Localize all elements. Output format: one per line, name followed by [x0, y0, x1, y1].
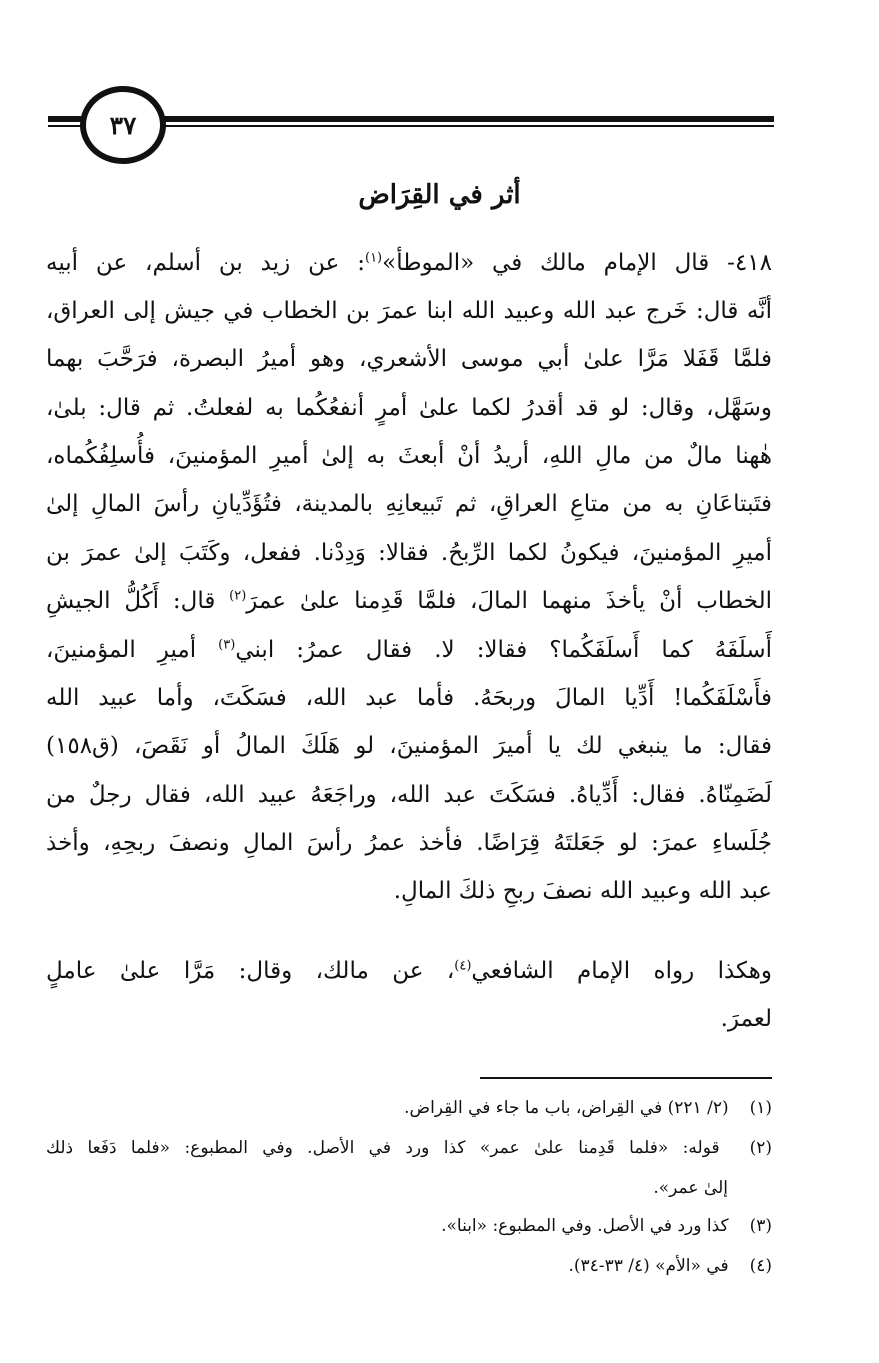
footnote: [46, 1216, 772, 1236]
body-line: [46, 250, 772, 276]
footnote-number: (٤): [749, 1256, 772, 1276]
body-line: [46, 685, 772, 711]
body-line: [46, 637, 772, 663]
body-line-text: فلمَّا قَفَلا مَرَّا علىٰ أبي موسى الأشعري، وهو أميرُ البصرة، فرَحَّبَ بهما: [46, 346, 772, 372]
body-line-text: أميرِ المؤمنينَ، فيكونُ لكما الرِّبحُ. فقالا: وَدِدْنا. ففعل، وكَتَبَ إلىٰ عمرَ بن: [46, 540, 772, 566]
body-line: [46, 782, 772, 808]
body-line-text: : عن زيد بن أسلم، عن أبيه: [46, 250, 365, 276]
body-line: [46, 443, 772, 469]
footnote-ref: (٤): [454, 958, 472, 974]
body-line-text: ٤١٨- قال الإمام مالك في «الموطأ»: [382, 250, 772, 276]
body-line: [46, 733, 772, 759]
body-line: [46, 395, 772, 421]
footnote: [46, 1098, 772, 1118]
body-line-text: لعمرَ.: [720, 1006, 772, 1032]
footnote-text: في «الأم» (٤/ ٣٣-٣٤).: [568, 1256, 734, 1276]
footnote-ref: (١): [364, 250, 383, 266]
body-line-text: جُلَساءِ عمرَ: لو جَعَلتَهُ قِرَاضًا. فأخذ عمرُ رأسَ المالِ ونصفَ ربحِهِ، وأخذ: [46, 830, 772, 856]
footnote-text: كذا ورد في الأصل. وفي المطبوع: «ابنا».: [441, 1216, 734, 1236]
footnote-text: (٢/ ٢٢١) في القِراض، باب ما جاء في القِراض.: [404, 1098, 734, 1118]
footnote-number: (١): [749, 1098, 772, 1118]
footnote-ref: (٣): [218, 637, 236, 653]
body-line-text: وسَهَّل، وقال: لو قد أقدرُ لكما علىٰ أمرٍ أنفعُكُما به لفعلتُ. ثم قال: بلىٰ،: [46, 395, 772, 421]
page-number: [80, 86, 166, 164]
footnote-number: (٣): [749, 1216, 772, 1236]
page-number-text: ٣٧: [109, 110, 137, 140]
body-line: [46, 298, 772, 324]
footnote-text: قوله: «فلما قَدِمنا علىٰ عمر» كذا ورد في الأصل. وفي المطبوع: «فلما دَفَعا ذلك: [46, 1138, 734, 1158]
body-line: [46, 588, 772, 614]
body-line: [46, 491, 772, 517]
section-title: أثر في القِرَاض: [358, 180, 521, 210]
body-line-text: وهكذا رواه الإمام الشافعي: [471, 958, 772, 984]
body-line: [46, 830, 772, 856]
footnote-rule: [480, 1077, 772, 1079]
body-line-text: ، عن مالك، وقال: مَرَّا علىٰ عاملٍ: [46, 958, 455, 984]
footnote-ref: (٢): [229, 588, 247, 604]
body-line: [46, 958, 772, 984]
footnote: [46, 1138, 772, 1158]
body-line: [46, 1006, 772, 1032]
body-line-text: فتَبتاعَانِ به من متاعِ العراقِ، ثم تَبيعانِهِ بالمدينة، فتُؤَدِّيانِ رأسَ المالِ إلىٰ: [46, 491, 772, 517]
body-line-text: أميرِ المؤمنينَ،: [46, 637, 219, 663]
body-line-text: قال: أَكُلُّ الجيشِ: [46, 588, 230, 614]
body-line: [46, 346, 772, 372]
body-line: [46, 540, 772, 566]
body-line-text: أَسلَفَهُ كما أَسلَفَكُما؟ فقالا: لا. فقال عمرُ: ابني: [235, 637, 772, 663]
footnote-continuation: إلىٰ عمر».: [653, 1178, 728, 1198]
body-line-text: فأَسْلَفَكُما! أَدِّيا المالَ وربحَهُ. فأما عبد الله، فسَكَتَ، وأما عبيد الله: [46, 685, 772, 711]
body-line-text: الخطاب أنْ يأخذَ منهما المالَ، فلمَّا قَدِمنا علىٰ عمرَ: [246, 588, 772, 614]
body-line-text: أنَّه قال: خَرج عبد الله وعبيد الله ابنا عمرَ بن الخطاب في جيش إلى العراق،: [46, 298, 772, 324]
body-line-text: لَضَمِنّاهُ. فقال: أَدِّياهُ. فسَكَتَ عبد الله، وراجَعَهُ عبيد الله، فقال رجلٌ من: [46, 782, 772, 808]
body-line: [46, 878, 772, 904]
body-line-text: هٰهنا مالٌ من مالِ اللهِ، أريدُ أنْ أبعثَ به إلىٰ أميرِ المؤمنينَ، فأُسلِفُكُماه،: [46, 443, 772, 469]
footnote: [46, 1256, 772, 1276]
body-line-text: عبد الله وعبيد الله نصفَ ربحِ ذلكَ المالِ.: [393, 878, 772, 904]
body-line-text: فقال: ما ينبغي لك يا أميرَ المؤمنينَ، لو هَلَكَ المالُ أو نَقَصَ، (ق١٥٨): [46, 733, 772, 759]
footnote-number: (٢): [749, 1138, 772, 1158]
